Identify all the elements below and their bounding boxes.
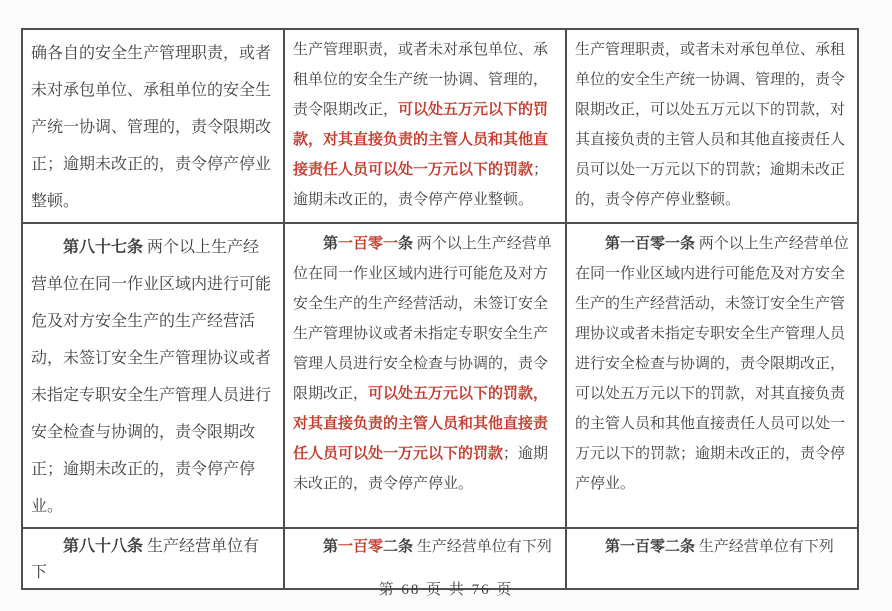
cell-old-law-continuation <box>22 29 284 223</box>
table-row <box>22 223 858 528</box>
article-number: 第一百零二条 <box>605 539 696 555</box>
article-number: 第一百零一条 <box>605 236 696 252</box>
text-run: 两个以上生产经营单位在同一作业区域内进行可能危及对方安全生产的生产经营活动，未签订安全生产管理协议或者未指定专职安全生产管理人员进行安全检查与协调的，责令限期改正， <box>293 236 552 402</box>
cell-new-law-clean-continuation <box>566 29 858 223</box>
cell-old-law-article-87 <box>22 223 284 528</box>
paragraph <box>575 35 849 215</box>
cell-new-law-marked-continuation <box>284 29 566 223</box>
article-number: 第 <box>323 539 339 555</box>
article-number: 第 <box>323 236 339 252</box>
cell-new-law-clean-article-101 <box>566 223 858 528</box>
article-number: 条 <box>398 236 414 252</box>
highlighted-text: 可以处五万元以下的罚款，对其直接负责的主管人员和其他直接责任人员可以处一万元以下的罚款 <box>293 102 549 178</box>
text-run: 确各自的安全生产管理职责，或者未对承包单位、承租单位的安全生产统一协调、管理的，责令限期改正；逾期未改正的，责令停产停业整顿。 <box>31 45 272 210</box>
paragraph <box>31 35 275 220</box>
paragraph <box>31 229 275 525</box>
cell-new-law-marked-article-101 <box>284 223 566 528</box>
paragraph <box>293 534 557 560</box>
text-run: 生产经营单位有下列 <box>695 539 834 555</box>
highlighted-text: 可以处五万元以下的罚款，对其直接负责的主管人员和其他直接责任人员可以处一万元以下的罚款 <box>293 386 549 462</box>
text-run: 生产经营单位有下 <box>31 538 260 581</box>
text-run: 两个以上生产经营单位在同一作业区域内进行可能危及对方安全生产的生产经营活动，未签订安全生产管理协议或者未指定专职安全生产管理人员进行安全检查与协调的，责令限期改正，可以处五万元以下的罚款，对其直接负责的主管人员和其他直接责任人员可以处一万元以下的罚款；逾期未改正的，责令停产停业。 <box>575 236 849 492</box>
paragraph <box>293 229 557 499</box>
paragraph <box>575 534 849 560</box>
article-number-highlight: 一百零 <box>338 539 384 555</box>
article-number: 二条 <box>383 539 414 555</box>
text-run: 生产管理职责，或者未对承包单位、承租单位的安全生产统一协调、管理的，责令限期改正，可以处五万元以下的罚款，对其直接负责的主管人员和其他直接责任人员可以处一万元以下的罚款；逾期未改正的，责令停产停业整顿。 <box>575 42 846 208</box>
text-run: ；逾期未改正的，责令停产停业。 <box>293 446 549 492</box>
text-run: 生产经营单位有下列 <box>413 539 552 555</box>
page-number-footer: 第 68 页 共 76 页 <box>378 582 514 598</box>
paragraph <box>575 229 849 499</box>
paragraph <box>293 35 557 215</box>
article-number: 第八十八条 <box>63 538 144 555</box>
law-comparison-table <box>21 28 859 590</box>
text-run: 两个以上生产经营单位在同一作业区域内进行可能危及对方安全生产的生产经营活动，未签订安全生产管理协议或者未指定专职安全生产管理人员进行安全检查与协调的，责令限期改正；逾期未改正的，责令停产停业。 <box>31 239 272 515</box>
article-number: 第八十七条 <box>63 239 144 256</box>
text-run: ；逾期未改正的，责令停产停业整顿。 <box>293 162 549 208</box>
text-run: 生产管理职责，或者未对承包单位、承租单位的安全生产统一协调、管理的，责令限期改正， <box>293 42 549 118</box>
table-row <box>22 29 858 223</box>
article-number-highlight: 一百零一 <box>338 236 399 252</box>
